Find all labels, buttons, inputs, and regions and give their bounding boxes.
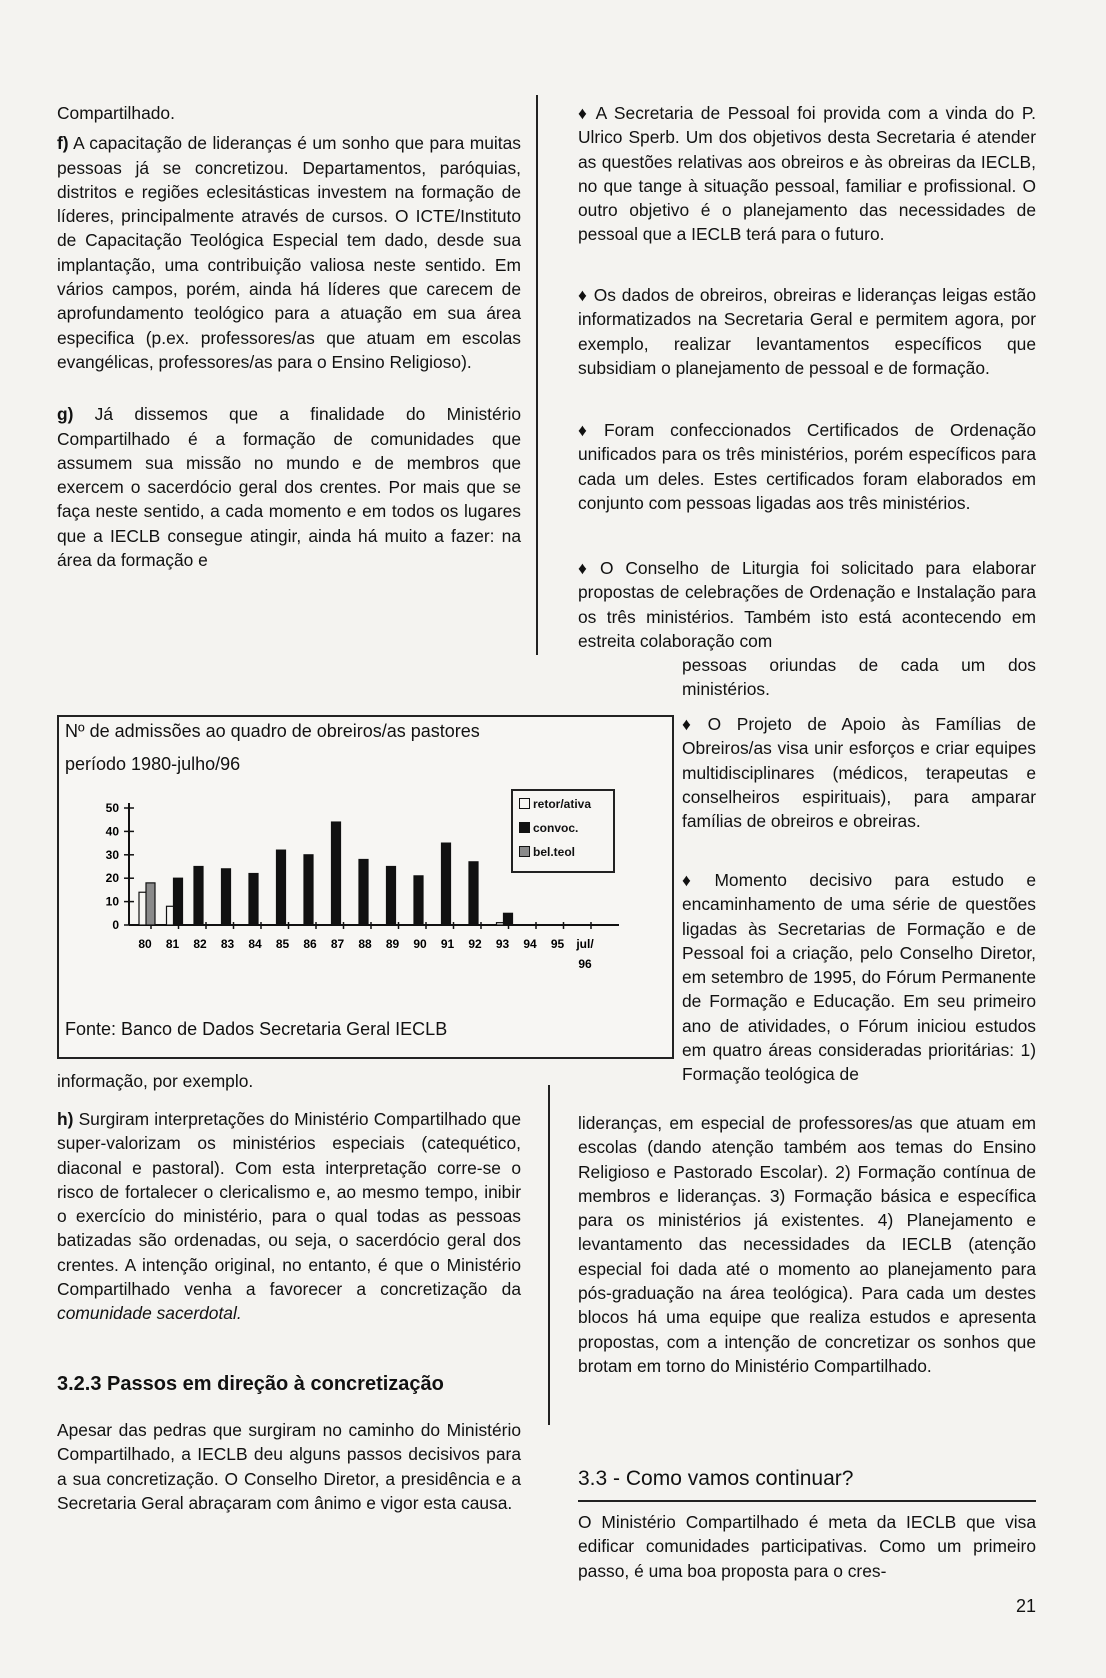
- paragraph-g: g) Já dissemos que a finalidade do Ministério Compartilhado é a formação de comunidades que assumem sua missão no mundo e de membros que exercem o sacerdócio geral dos crentes. Por mais que se faça neste sentido, a cada momento e em todos os lugares que a IECLB consegue atingir, ainda há muito a fazer: na área da formação e: [57, 404, 521, 571]
- legend-swatch-retor: [519, 798, 530, 809]
- x-tick-label: 85: [275, 937, 290, 951]
- x-tick-label: jul/: [576, 937, 594, 951]
- column-divider-top: [536, 95, 538, 655]
- x-tick-label: 84: [248, 937, 262, 951]
- legend-item-convoc: convoc.: [519, 819, 578, 837]
- legend-swatch-convoc: [519, 822, 530, 833]
- admissions-chart: [57, 715, 674, 1059]
- bar-belteol-80: [146, 883, 155, 925]
- bullet-forum: ♦ Momento decisivo para estudo e encaminhamento de uma série de questões ligadas às Secretarias de Formação e de Pessoal foi a criação, pelo Conselho Diretor, em setembro de 1995, do Fórum Permanente de Formação e Educação. Em seu primeiro ano de atividades, o Fórum iniciou estudos em quatro áreas consideradas prioritárias: 1) Formação teológica de: [682, 870, 1037, 1085]
- bar-convoc-91: [442, 843, 451, 925]
- paragraph-f: f) A capacitação de lideranças é um sonho que para muitas pessoas já se concretizou. Departamentos, paróquias, distritos e regiões eclesitásticas investem na formação de líderes, principalmente através de cursos. O ICTE/Instituto de Capacitação Teológica Especial tem dado, desde sua implantação, uma contribuição valiosa neste sentido. Em vários campos, porém, ainda há líderes que carecem de aprofundamento teológico para a atuação em sua área especifica (p.ex. professores/as que atuam em escolas evangélicas, professores/as para o Ensino Religioso).: [57, 133, 521, 372]
- chart-source: Fonte: Banco de Dados Secretaria Geral IECLB: [65, 1019, 448, 1039]
- x-tick-label: 95: [550, 937, 565, 951]
- x-tick-label: 82: [193, 937, 207, 951]
- legend-item-retor: retor/ativa: [519, 795, 591, 813]
- x-tick-label: 81: [165, 937, 180, 951]
- bullet-certificados: ♦ Foram confeccionados Certificados de Ordenação unificados para os três ministérios, porém específicos para cada um deles. Estes certificados foram elaborados em conjunto com pessoas ligadas aos três ministérios.: [578, 420, 1037, 513]
- bullet-projeto-apoio: ♦ O Projeto de Apoio às Famílias de Obreiros/as visa unir esforços e criar equipes multidisciplinares (médicos, terapeutas e conselheiros espirituais), para amparar famílias de obreiros e obreiras.: [682, 714, 1036, 832]
- y-tick-label: 10: [105, 894, 119, 909]
- x-tick-label: 80: [138, 937, 152, 951]
- chart-subtitle: período 1980-julho/96: [65, 754, 241, 774]
- bullet-conselho-liturgia: ♦ O Conselho de Liturgia foi solicitado para elaborar propostas de celebrações de Ordenação e Instalação para os três ministérios. Também isto está acontecendo em estreita colaboração com: [578, 558, 1037, 651]
- bar-convoc-84: [249, 874, 258, 925]
- bullet-dados: ♦ Os dados de obreiros, obreiras e lideranças leigas estão informatizados na Secretaria Geral e permitem agora, por exemplo, realizar levantamentos específicos que subsidiam o planejamento de pessoal e de formação.: [578, 285, 1037, 378]
- bar-convoc-89: [387, 867, 396, 926]
- diamond-bullet-icon: ♦: [578, 285, 588, 305]
- chart-title: Nº de admissões ao quadro de obreiros/as pastores: [65, 721, 480, 741]
- paragraph-compartilhado: Compartilhado.: [57, 103, 175, 123]
- x-tick-label: 89: [385, 937, 400, 951]
- diamond-bullet-icon: ♦: [578, 103, 590, 123]
- chart-legend: [511, 789, 615, 873]
- x-tick-label: 88: [358, 937, 372, 951]
- paragraph-forum-continued: lideranças, em especial de professores/as que atuam em escolas (dando atenção também aos temas do Ensino Religioso e Pastorado Escolar). 2) Formação contínua de membros e lideranças. 3) Formação básica e específica para os ministérios já existentes. 4) Planejamento e levantamento das necessidades da IECLB (atenção especial foi dada até o momento ao planejamento para pós-graduação na área teológica). Para cada um destes blocos há uma equipe que realiza estudos e apresenta propostas, com a intenção de concretizar os sonhos que brotam em torno do Ministério Compartilhado.: [578, 1113, 1036, 1376]
- bar-convoc-86: [304, 855, 313, 925]
- x-tick-label: 93: [495, 937, 510, 951]
- bar-convoc-82: [194, 867, 203, 926]
- x-tick-label: 94: [523, 937, 537, 951]
- bar-convoc-88: [359, 859, 368, 925]
- x-tick-label: 87: [330, 937, 345, 951]
- legend-swatch-beltheol: [519, 846, 530, 857]
- y-tick-label: 40: [105, 824, 119, 839]
- x-tick-label: 90: [413, 937, 427, 951]
- x-tick-label: 92: [468, 937, 482, 951]
- x-tick-label: 83: [220, 937, 235, 951]
- paragraph-h: h) Surgiram interpretações do Ministério Compartilhado que super-valorizam os ministérios especiais (catequético, diaconal e pastoral). Com esta interpretação corre-se o risco de fortalecer o clericalismo e, ao mesmo tempo, inibir o exercício do ministério, para o qual todas as pessoas batizadas são ordenadas, ou seja, o sacerdócio geral dos crentes. A intenção original, no entanto, é que o Ministério Compartilhado venha a favorecer a concretização da comunidade sacerdotal.: [57, 1109, 521, 1324]
- bullet-conselho-liturgia-cont: pessoas oriundas de cada um dos ministérios.: [682, 655, 1036, 700]
- y-tick-label: 0: [112, 918, 119, 932]
- y-tick-label: 50: [105, 801, 119, 815]
- section-heading-3-3: 3.3 - Como vamos continuar?: [578, 1467, 854, 1490]
- bar-convoc-87: [332, 822, 341, 925]
- section-underline: [578, 1500, 1036, 1502]
- bar-convoc-81: [174, 878, 183, 925]
- diamond-bullet-icon: ♦: [682, 870, 709, 890]
- x-tick-label: 91: [440, 937, 455, 951]
- paragraph-3-2-3: Apesar das pedras que surgiram no caminho do Ministério Compartilhado, a IECLB deu alguns passos decisivos para a sua concretização. O Conselho Diretor, a presidência e a Secretaria Geral abraçaram com ânimo e vigor esta causa.: [57, 1420, 521, 1513]
- paragraph-g-continued: informação, por exemplo.: [57, 1071, 254, 1091]
- left-column: [57, 101, 521, 572]
- page-number: 21: [1016, 1596, 1037, 1616]
- paragraph-3-3: O Ministério Compartilhado é meta da IECLB que visa edificar comunidades participativas. Como um primeiro passo, é uma boa proposta para o cres-: [578, 1512, 1036, 1581]
- bar-convoc-85: [277, 850, 286, 925]
- y-tick-label: 20: [105, 871, 119, 886]
- x-tick-label: 86: [303, 937, 317, 951]
- column-divider-bottom: [548, 1085, 550, 1425]
- bar-convoc-92: [469, 862, 478, 925]
- bar-convoc-93: [504, 913, 513, 925]
- diamond-bullet-icon: ♦: [578, 558, 594, 578]
- legend-item-beltheol: bel.teol: [519, 843, 575, 861]
- x-tick-label-extra: 96: [578, 957, 592, 971]
- diamond-bullet-icon: ♦: [682, 714, 702, 734]
- bullet-secretaria-pessoal: ♦ A Secretaria de Pessoal foi provida com a vinda do P. Ulrico Sperb. Um dos objetivos desta Secretaria é atender as questões relativas aos obreiros e às obreiras da IECLB, no que tange à situação pessoal, familiar e profissional. O outro objetivo é o planejamento das necessidades de pessoal que a IECLB terá para o futuro.: [578, 103, 1037, 245]
- bar-convoc-90: [414, 876, 423, 925]
- diamond-bullet-icon: ♦: [578, 420, 598, 440]
- bar-convoc-83: [222, 869, 231, 925]
- y-tick-label: 30: [105, 847, 119, 862]
- section-heading-3-2-3: 3.2.3 Passos em direção à concretização: [57, 1373, 444, 1395]
